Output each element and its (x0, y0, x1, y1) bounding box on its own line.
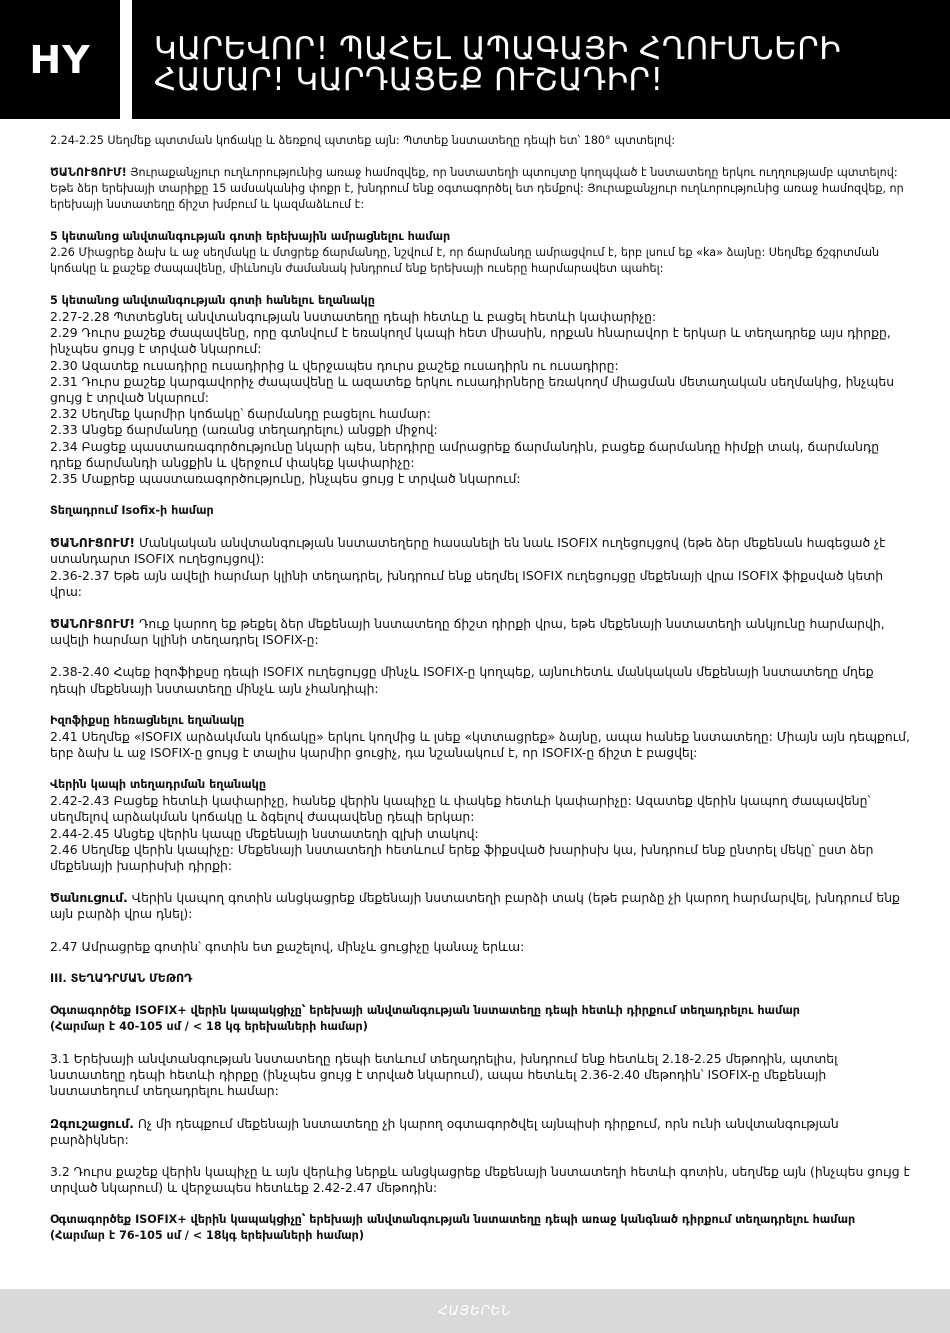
paragraph-2-26: 2.26 Միացրեք ձախ և աջ սեղմակը և մտցրեք ճարմանդը, նշվում է, որ ճարմանդը ամրացվում է, երբ լսում եք «ka» ձայնը: Սեղմեք ճշգրտման կոճակը և քաշեք ժապավենը, միևնույն ժամանակ խնդրում ենք երեխայի ուսերը հարմարավետ պահել: (50, 246, 880, 275)
heading-isofix-install: Տեղադրում Isofix-ի համար (50, 504, 214, 518)
warning-2-label: ԾԱՆՈՒՑՈՒՄ! (50, 535, 136, 551)
warning-2-text: Մանկական անվտանգության նստատեղերը հասանելի են նաև ISOFIX ուղեցույցով (եթե ձեր մեքենան հագեցած չէ ստանդարտ ISOFIX ուղեցույցով): (50, 535, 886, 567)
note-2 (50, 1116, 912, 1148)
step-2-33: 2.33 Անցեք ճարմանդը (առանց տեղադրելու) անցքի միջով: (50, 422, 438, 438)
step-2-34: 2.34 Բացեք պաստառագործությունը նկարի պես, ներդիրը ամրացրեք ճարմանդին, բացեք ճարմանդը հիմքի տակ, ճարմանդը դրեք ճարմանդի անցքին և վերջում փակեք կափարիչը: (50, 438, 880, 470)
step-2-46: 2.46 Սեղմեք վերին կապիչը: Մեքենայի նստատեղի հետևում երեք ֆիքսված խարիսխ կա, խնդրում ենք ընտրել մեկը՝ ըստ ձեր մեքենայի խարիսխի դիրքի: (50, 841, 874, 874)
step-2-30: 2.30 Ազատեք ուսադիրը ուսադիրից և վերջապես դուրս քաշեք ուսադիրն ու ուսադիրը: (50, 357, 619, 373)
paragraph-3-1: 3.1 Երեխայի անվտանգության նստատեղը դեպի ետևում տեղադրելիս, խնդրում ենք հետևել 2.18-2.25 մեթոդին, պտտել նստատեղը դեպի հետևի դիրքը (ինչպես ցույց է տրված նկարում), ապա հետևել 2.36-2.40 մեթոդին՝ ISOFIX-ը մեքենայի նստատեղում տեղադրելու համար: (50, 1050, 838, 1099)
paragraph-2-24: 2.24-2.25 Սեղմեք պտտման կոճակը և ձեռքով պտտեք այն: Պտտեք նստատեղը դեպի ետ՝ 180° պտտելով: (50, 134, 675, 147)
language-badge (0, 0, 120, 119)
page-footer (0, 1289, 950, 1333)
note-2-text: Ոչ մի դեպքում մեքենայի նստատեղը չի կարող օգտագործվել այնպիսի դիրքում, որն ունի անվտանգության բարձիկներ: (50, 1115, 839, 1147)
paragraph-2-47: 2.47 Ամրացրեք գոտին՝ գոտին ետ քաշելով, մինչև ցուցիչը կանաչ երևա: (50, 938, 525, 954)
note-2-label: Զգուշացում. (50, 1115, 134, 1131)
note-1 (50, 890, 912, 922)
paragraph-2-38: 2.38-2.40 Հպեք իզոֆիքսը դեպի ISOFIX ուղեցույցը մինչև ISOFIX-ը կողպեք, այնուհետև մանկական մեքենայի նստատեղը մղեք դեպի մեքենայի նստատեղը մինչև այն չհանդիպի: (50, 664, 874, 696)
paragraph-3-2: 3.2 Դուրս քաշեք վերին կապիչը և այն վերևից ներքև անցկացրեք մեքենայի նստատեղի հետևի գոտին, սեղմեք այն (ինչպես ցույց է տրված նկարում) և վերջապես հետևեք 2.42-2.47 մեթոդին: (50, 1163, 910, 1196)
step-2-29: 2.29 Դուրս քաշեք ժապավենը, որը գտնվում է եռակողմ կապի հետ միասին, որքան հնարավոր է երկար և տեղադրեք այս դիրքը, ինչպես ցույց է տրված նկարում: (50, 325, 891, 357)
paragraph-2-36: 2.36-2.37 Եթե այն ավելի հարմար կլինի տեղադրել, խնդրում ենք սեղմել ISOFIX ուղեցույցը մեքենայի վրա ISOFIX ֆիքսված կետի վրա: (50, 567, 884, 599)
warning-3 (50, 616, 912, 648)
language-code: HY (29, 37, 91, 82)
heading-fasten-harness: 5 կետանոց անվտանգության գոտի երեխային ամրացնելու համար (50, 230, 451, 243)
warning-2 (50, 535, 912, 567)
heading-forward-facing: Օգտագործեք ISOFIX+ վերին կապակցիչը՝ երեխայի անվտանգության նստատեղը դեպի առաջ կանգնած դիրքում տեղադրելու համար (50, 1213, 856, 1227)
heading-rear-facing-range: (Հարմար է 40-105 սմ / < 18 կգ երեխաների համար) (50, 1019, 368, 1033)
warning-1 (50, 165, 912, 213)
heading-rear-facing: Օգտագործեք ISOFIX+ վերին կապակցիչը՝ երեխայի անվտանգության նստատեղը դեպի հետևի դիրքում տեղադրելու համար (50, 1003, 800, 1017)
warning-1-label: ԾԱՆՈՒՑՈՒՄ! (50, 166, 127, 179)
footer-language-label: ՀԱՅԵՐԵՆ (438, 1303, 512, 1319)
note-1-text: Վերին կապող գոտին անցկացրեք մեքենայի նստատեղի բարձի տակ (եթե բարձը չի կարող հարմարվել, խնդրում ենք այն բարձի վրա դնել): (50, 890, 900, 922)
page-header (0, 0, 950, 119)
heading-section-3: III. ՏԵՂԱԴՐՄԱՆ ՄԵԹՈԴ (50, 971, 193, 985)
note-1-label: Ծանուցում. (50, 890, 128, 906)
heading-remove-harness: 5 կետանոց անվտանգության գոտի հանելու եղանակը (50, 294, 375, 307)
page-title-line-2: ՀԱՄԱՐ! ԿԱՐԴԱՑԵՔ ՈՒՇԱԴԻՐ! (154, 62, 664, 98)
step-2-31: 2.31 Դուրս քաշեք կարգավորիչ ժապավենը և ազատեք երկու ուսադիրները եռակողմ միացման մետաղական սեղմակից, ինչպես ցույց է տրված նկարում: (50, 373, 895, 406)
warning-1-text: Յուրաքանչյուր ուղևորությունից առաջ համոզվեք, որ նստատեղի պտույտը կողպված է նստատեղը երկու ուղղությամբ պտտելով: Եթե ձեր երեխայի տարիքը 15 ամսականից փոքր է, խնդրում ենք օգտագործել ետ դեմքով: Յուրաքանչյուր ուղևորությունից առաջ համոզվեք, որ երեխայի նստատեղը ճիշտ խմբում և կազմաձևում է: (50, 166, 904, 211)
heading-forward-facing-range: (Հարմար է 76-105 սմ / < 18կգ երեխաների համար) (50, 1229, 364, 1243)
page-title-line-1: ԿԱՐԵՎՈՐ! ՊԱՀԵԼ ԱՊԱԳԱՅԻ ՀՂՈՒՄՆԵՐԻ (154, 31, 842, 67)
warning-3-text: Դուք կարող եք թեքել ձեր մեքենայի նստատեղը ճիշտ դիրքի վրա, եթե մեքենայի նստատեղի անկյունը հարմարվի, ավելի հարմար կլինի տեղադրել ISOFIX-ը: (50, 616, 885, 648)
step-2-32: 2.32 Սեղմեք կարմիր կոճակը՝ ճարմանդը բացելու համար: (50, 406, 431, 422)
step-2-35: 2.35 Մաքրեք պաստառագործությունը, ինչպես ցույց է տրված նկարում: (50, 471, 521, 487)
step-2-27: 2.27-2.28 Պտտեցնել անվտանգության նստատեղը դեպի հետևը և բացել հետևի կափարիչը: (50, 309, 657, 324)
heading-isofix-remove: Իզոֆիքսը հեռացնելու եղանակը (50, 713, 245, 727)
title-banner (132, 0, 950, 119)
paragraph-2-41: 2.41 Սեղմեք «ISOFIX արձակման կոճակը» երկու կողմից և լսեք «կտտացրեք» ձայնը, ապա հանեք նստատեղը: Միայն այն դեպքում, երբ ձախ և աջ ISOFIX-ը ցույց է տալիս կարմիր ցուցիչ, դա նշանակում է, որ ISOFIX-ը ճիշտ է բացվել: (50, 728, 910, 761)
step-2-44: 2.44-2.45 Անցեք վերին կապը մեքենայի նստատեղի գլխի տակով: (50, 825, 479, 841)
step-2-42: 2.42-2.43 Բացեք հետևի կափարիչը, հանեք վերին կապիչը և փակեք հետևի կափարիչը: Ազատեք վերին կապող ժապավենը՝ սեղմելով արձակման կոճակը և ձգելով ժապավենը դեպի երկար: (50, 793, 871, 825)
manual-content (50, 133, 912, 1244)
heading-top-strap: Վերին կապի տեղադրման եղանակը (50, 778, 267, 792)
warning-3-label: ԾԱՆՈՒՑՈՒՄ! (50, 616, 136, 632)
